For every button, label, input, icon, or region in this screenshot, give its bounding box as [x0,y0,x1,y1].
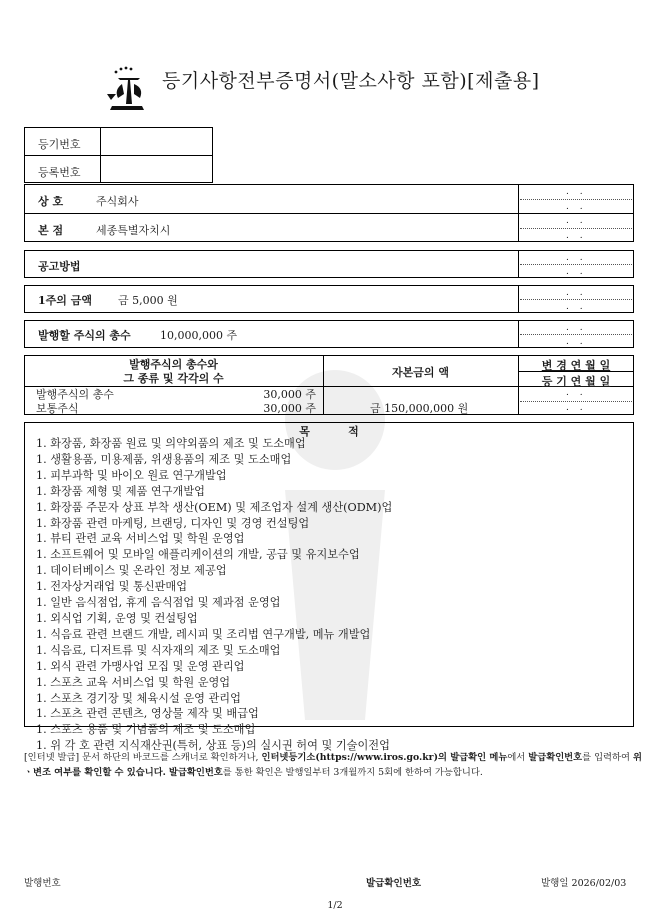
court-scales-icon [104,64,154,114]
change-date-dots: . . [566,216,587,226]
capital-col1-header: 발행주식의 총수와 그 종류 및 각각의 수 [123,358,224,385]
hq-value: 세종특별자치시 [96,224,171,237]
purpose-item: 1. 뷰티 관련 교육 서비스업 및 학원 운영업 [36,532,245,546]
purpose-item: 1. 일반 음식점업, 휴게 음식점업 및 제과점 운영업 [36,596,281,610]
purpose-header: 목 적 [299,425,359,438]
reg-date-dots: . . [566,337,587,347]
purpose-item: 1. 위 각 호 관련 지식재산권(특허, 상표 등)의 실시권 허여 및 기술이전업 [36,739,390,753]
purpose-item: 1. 스포츠 교육 서비스업 및 학원 운영업 [36,675,231,689]
purpose-list [36,436,392,754]
authorized-shares-label: 발행할 주식의 총수 [38,329,131,342]
purpose-item: 1. 화장품, 화장품 원료 및 의약외품의 제조 및 도소매업 [36,437,306,450]
reg-date-dots: . . [566,202,587,212]
total-shares-label: 발행주식의 총수 [36,388,114,401]
company-name-value: 주식회사 [96,195,139,208]
purpose-item: 1. 화장품 제형 및 제품 연구개발업 [36,484,205,498]
purpose-item: 1. 스포츠 관련 콘텐츠, 영상물 제작 및 배급업 [36,707,259,721]
purpose-item: 1. 식음료, 디저트류 및 식자재의 제조 및 도소매업 [36,643,281,657]
purpose-item: 1. 피부과학 및 바이오 원료 연구개발업 [36,468,227,482]
hq-label: 본 점 [38,224,64,237]
reg-date-dots: . . [566,302,587,312]
company-name-label: 상 호 [38,195,64,208]
purpose-item: 1. 외식업 기획, 운영 및 컨설팅업 [36,611,198,625]
reg-date-dots: . . [566,231,587,241]
purpose-item: 1. 생활용품, 미용제품, 위생용품의 제조 및 도소매업 [36,452,292,466]
reg-date-dots: . . [566,267,587,277]
page-number: 1/2 [327,900,343,911]
common-shares-label: 보통주식 [36,402,79,415]
verify-number-label: 발급확인번호 [366,878,422,889]
verification-notice: [인터넷 발급] 문서 하단의 바코드를 스캐너로 확인하거나, 인터넷등기소(https://www.iros.go.kr)의 발급확인 메뉴에서 발급확인번호를 입력하여 위ㆍ변조 여부를 확인할 수 있습니다. 발급확인번호를 통한 확인은 발행일부터 3개월까지 5회에 한하여 가능합니다. [24,752,642,778]
change-date-dots: . . [566,288,587,298]
change-date-dots: . . [566,323,587,333]
capital-col2-header: 자본금의 액 [392,366,449,379]
issue-number-label: 발행번호 [24,878,61,889]
change-date-header: 변 경 연 월 일 [541,359,611,372]
purpose-item: 1. 스포츠 경기장 및 체육시설 운영 관리업 [36,691,241,705]
change-date-dots: . . [566,388,587,398]
total-shares-value: 30,000 주 [263,388,316,401]
purpose-item: 1. 소프트웨어 및 모바일 애플리케이션의 개발, 공급 및 유지보수업 [36,548,360,562]
reg-date-header: 등 기 연 월 일 [541,375,611,388]
common-shares-value: 30,000 주 [263,402,316,415]
reg-number-label: 등기번호 [38,138,81,151]
purpose-item: 1. 식음료 관련 브랜드 개발, 레시피 및 조리법 연구개발, 메뉴 개발업 [36,627,371,641]
capital-amount-value: 금 150,000,000 원 [370,402,469,415]
purpose-item: 1. 데이터베이스 및 온라인 정보 제공업 [36,564,227,578]
document-title: 등기사항전부증명서(말소사항 포함)[제출용] [162,70,540,92]
share-amount-value: 금 5,000 원 [118,294,178,307]
record-number-label: 등록번호 [38,166,81,179]
share-amount-label: 1주의 금액 [38,294,92,307]
notice-method-label: 공고방법 [38,260,81,273]
purpose-item: 1. 화장품 관련 마케팅, 브랜딩, 디자인 및 경영 컨설팅업 [36,516,310,530]
change-date-dots: . . [566,253,587,263]
purpose-item: 1. 스포츠 용품 및 기념품의 제조 및 도소매업 [36,723,256,737]
issue-date: 발행일 2026/02/03 [541,878,627,889]
purpose-item: 1. 화장품 주문자 상표 부착 생산(OEM) 및 제조업자 설계 생산(ODM)업 [36,500,393,514]
authorized-shares-value: 10,000,000 주 [160,329,238,342]
purpose-item: 1. 외식 관련 가맹사업 모집 및 운영 관리업 [36,659,245,673]
purpose-item: 1. 전자상거래업 및 통신판매업 [36,580,188,594]
reg-date-dots: . . [566,403,587,413]
change-date-dots: . . [566,187,587,197]
